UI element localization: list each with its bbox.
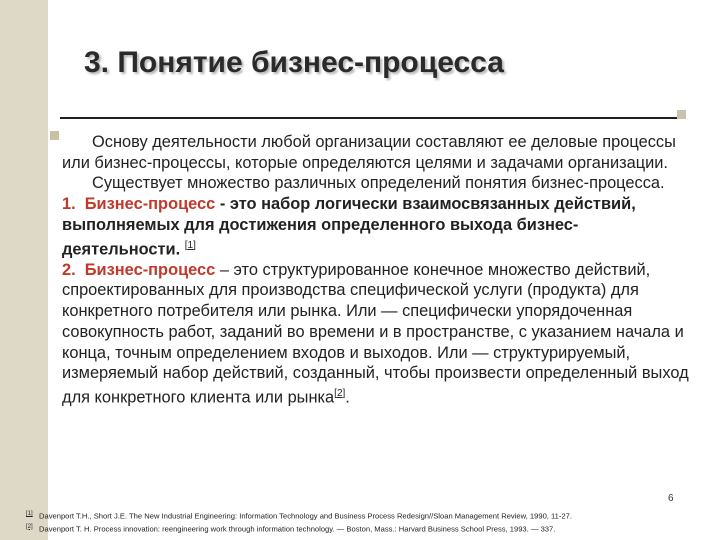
left-decorative-band [0,0,48,540]
footnotes [26,509,716,534]
footnote-1 [26,509,716,522]
footnote-2-text: Davenport T. H. Process innovation: reengineering work through information technology. — Boston, Mass.: Harvard Business School Press, 1993. — 337. [39,524,556,534]
bullet-square-icon [50,131,59,140]
definition-1 [62,194,692,260]
slide-body [62,132,692,408]
footnote-ref-1[interactable]: [1] [184,239,196,251]
divider-accent-square [677,110,686,119]
paragraph-intro: Основу деятельности любой организации составляют ее деловые процессы или бизнес-процессы, которые определяются целями и задачами организации. [62,133,676,172]
slide-title: 3. Понятие бизнес-процесса [84,46,504,79]
title-divider [60,117,685,119]
footnote-2-mark[interactable]: [2] [26,523,33,530]
footnote-1-text: Davenport T.H., Short J.E. The New Industrial Engineering: Information Technology and Business Process Redesign//Sloan Management Review, 1990, 11-27. [39,511,572,521]
definition-2-number: 2. [62,260,76,279]
footnote-ref-2[interactable]: [2] [334,387,346,399]
definition-2-text: – это структурированное конечное множество действий, спроектированных для производства специфической услуги (продукта) для конкретного потребителя или рынка. Или — специфически упорядоченная совокупность работ, заданий во времени и в пространстве, с указанием начала и конца, точным определением входов и выходов. Или — структурируемый, измеряемый набор действий, созданный, чтобы произвести определенный выход для конкретного клиента или рынка [62,260,689,407]
definition-1-number: 1. [62,195,76,214]
definition-1-text: - это набор логически взаимосвязанных действий, выполняемых для достижения определенного выхода бизнес-деятельности. [62,195,636,258]
page-number: 6 [668,493,674,504]
definition-1-term: Бизнес-процесс [84,195,216,214]
definition-2 [62,260,692,408]
paragraph-definitions-intro: Существует множество различных определений понятия бизнес-процесса. [92,174,665,193]
footnote-2 [26,522,716,535]
definition-2-term: Бизнес-процесс [84,260,216,279]
definition-2-end: . [345,388,350,407]
footnote-1-mark[interactable]: [1] [26,511,33,517]
